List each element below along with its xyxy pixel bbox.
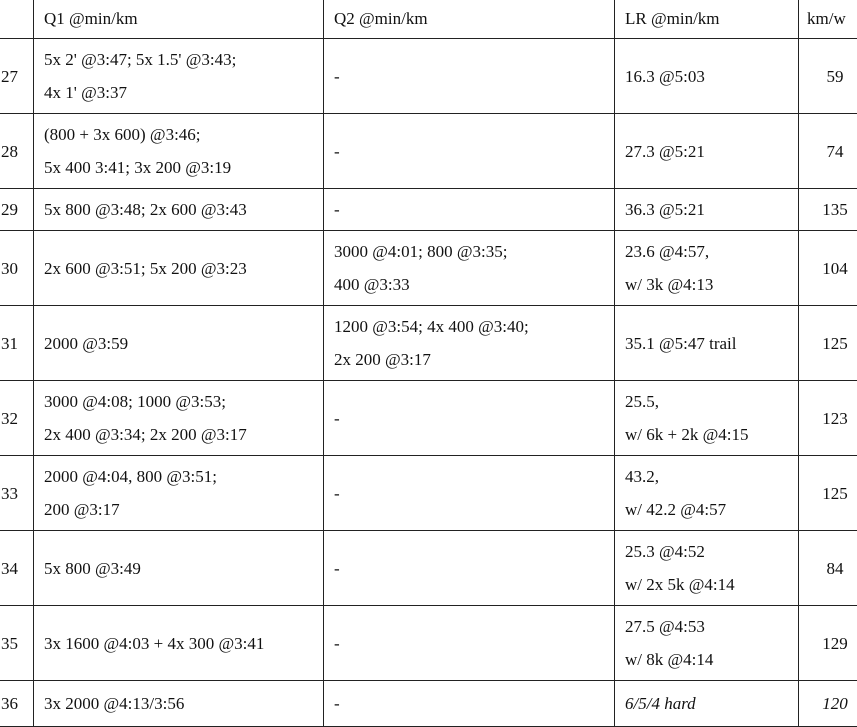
q1-cell (34, 381, 324, 456)
week-cell: 31 (0, 306, 34, 381)
q1-cell (34, 39, 324, 114)
q2-line: 400 @3:33 (334, 268, 604, 301)
long-run-line: 36.3 @5:21 (625, 193, 788, 226)
km-per-week-cell: 135 (799, 189, 857, 231)
week-cell: 30 (0, 231, 34, 306)
km-per-week-cell: 125 (799, 456, 857, 531)
q1-line: 4x 1' @3:37 (44, 76, 313, 109)
long-run-cell (615, 39, 799, 114)
q1-cell (34, 306, 324, 381)
table-row (0, 681, 857, 727)
km-per-week-cell: 123 (799, 381, 857, 456)
week-cell: 29 (0, 189, 34, 231)
km-per-week-cell: 74 (799, 114, 857, 189)
week-cell: 33 (0, 456, 34, 531)
header-q2: Q2 @min/km (324, 0, 615, 39)
km-per-week-cell: 120 (799, 681, 857, 727)
q1-line: 2000 @3:59 (44, 327, 313, 360)
long-run-line: w/ 8k @4:14 (625, 643, 788, 676)
long-run-cell (615, 114, 799, 189)
q2-cell (324, 114, 615, 189)
q1-cell (34, 531, 324, 606)
long-run-line: 23.6 @4:57, (625, 235, 788, 268)
week-cell: 27 (0, 39, 34, 114)
week-cell: 35 (0, 606, 34, 681)
q1-line: 2000 @4:04, 800 @3:51; (44, 460, 313, 493)
km-per-week-cell: 59 (799, 39, 857, 114)
table-row (0, 189, 857, 231)
week-cell: 36 (0, 681, 34, 727)
long-run-line: 16.3 @5:03 (625, 60, 788, 93)
long-run-line: 43.2, (625, 460, 788, 493)
q2-line: - (334, 135, 604, 168)
long-run-cell (615, 531, 799, 606)
table-row (0, 531, 857, 606)
long-run-cell (615, 456, 799, 531)
table-body (0, 39, 857, 727)
long-run-cell (615, 306, 799, 381)
q1-cell (34, 114, 324, 189)
q1-line: 5x 2' @3:47; 5x 1.5' @3:43; (44, 43, 313, 76)
q1-cell (34, 189, 324, 231)
q1-cell (34, 231, 324, 306)
table-row (0, 114, 857, 189)
q1-line: 5x 800 @3:48; 2x 600 @3:43 (44, 193, 313, 226)
km-per-week-cell: 84 (799, 531, 857, 606)
q2-line: - (334, 193, 604, 226)
table-row (0, 381, 857, 456)
long-run-line: w/ 6k + 2k @4:15 (625, 418, 788, 451)
header-row (0, 0, 857, 39)
long-run-line: 27.3 @5:21 (625, 135, 788, 168)
q2-cell (324, 306, 615, 381)
q2-line: - (334, 60, 604, 93)
long-run-line: 35.1 @5:47 trail (625, 327, 788, 360)
q2-line: - (334, 477, 604, 510)
q1-line: 5x 800 @3:49 (44, 552, 313, 585)
week-cell: 28 (0, 114, 34, 189)
q1-line: 3x 2000 @4:13/3:56 (44, 687, 313, 720)
q2-line: - (334, 687, 604, 720)
km-per-week-cell: 129 (799, 606, 857, 681)
q1-line: 2x 600 @3:51; 5x 200 @3:23 (44, 252, 313, 285)
q1-line: (800 + 3x 600) @3:46; (44, 118, 313, 151)
q1-line: 3000 @4:08; 1000 @3:53; (44, 385, 313, 418)
q2-line: - (334, 627, 604, 660)
q2-cell (324, 231, 615, 306)
q2-line: 3000 @4:01; 800 @3:35; (334, 235, 604, 268)
q2-cell (324, 456, 615, 531)
q1-line: 2x 400 @3:34; 2x 200 @3:17 (44, 418, 313, 451)
long-run-cell (615, 231, 799, 306)
q1-cell (34, 606, 324, 681)
long-run-line: 6/5/4 hard (625, 687, 788, 720)
q1-line: 3x 1600 @4:03 + 4x 300 @3:41 (44, 627, 313, 660)
q2-line: - (334, 402, 604, 435)
table-row (0, 39, 857, 114)
long-run-line: w/ 42.2 @4:57 (625, 493, 788, 526)
week-cell: 32 (0, 381, 34, 456)
q2-line: 1200 @3:54; 4x 400 @3:40; (334, 310, 604, 343)
table-row (0, 231, 857, 306)
table-row (0, 306, 857, 381)
header-km-per-week: km/w (799, 0, 857, 39)
q2-cell (324, 606, 615, 681)
header-q1: Q1 @min/km (34, 0, 324, 39)
q2-line: - (334, 552, 604, 585)
table-row (0, 456, 857, 531)
q2-cell (324, 531, 615, 606)
q2-cell (324, 681, 615, 727)
long-run-cell (615, 681, 799, 727)
q1-line: 5x 400 3:41; 3x 200 @3:19 (44, 151, 313, 184)
long-run-line: w/ 2x 5k @4:14 (625, 568, 788, 601)
long-run-line: 25.3 @4:52 (625, 535, 788, 568)
long-run-line: 25.5, (625, 385, 788, 418)
q2-line: 2x 200 @3:17 (334, 343, 604, 376)
km-per-week-cell: 104 (799, 231, 857, 306)
q1-cell (34, 456, 324, 531)
table-row (0, 606, 857, 681)
header-week (0, 0, 34, 39)
long-run-cell (615, 189, 799, 231)
q2-cell (324, 39, 615, 114)
week-cell: 34 (0, 531, 34, 606)
q1-line: 200 @3:17 (44, 493, 313, 526)
q2-cell (324, 189, 615, 231)
q2-cell (324, 381, 615, 456)
long-run-cell (615, 606, 799, 681)
long-run-line: 27.5 @4:53 (625, 610, 788, 643)
long-run-cell (615, 381, 799, 456)
q1-cell (34, 681, 324, 727)
header-lr: LR @min/km (615, 0, 799, 39)
long-run-line: w/ 3k @4:13 (625, 268, 788, 301)
km-per-week-cell: 125 (799, 306, 857, 381)
